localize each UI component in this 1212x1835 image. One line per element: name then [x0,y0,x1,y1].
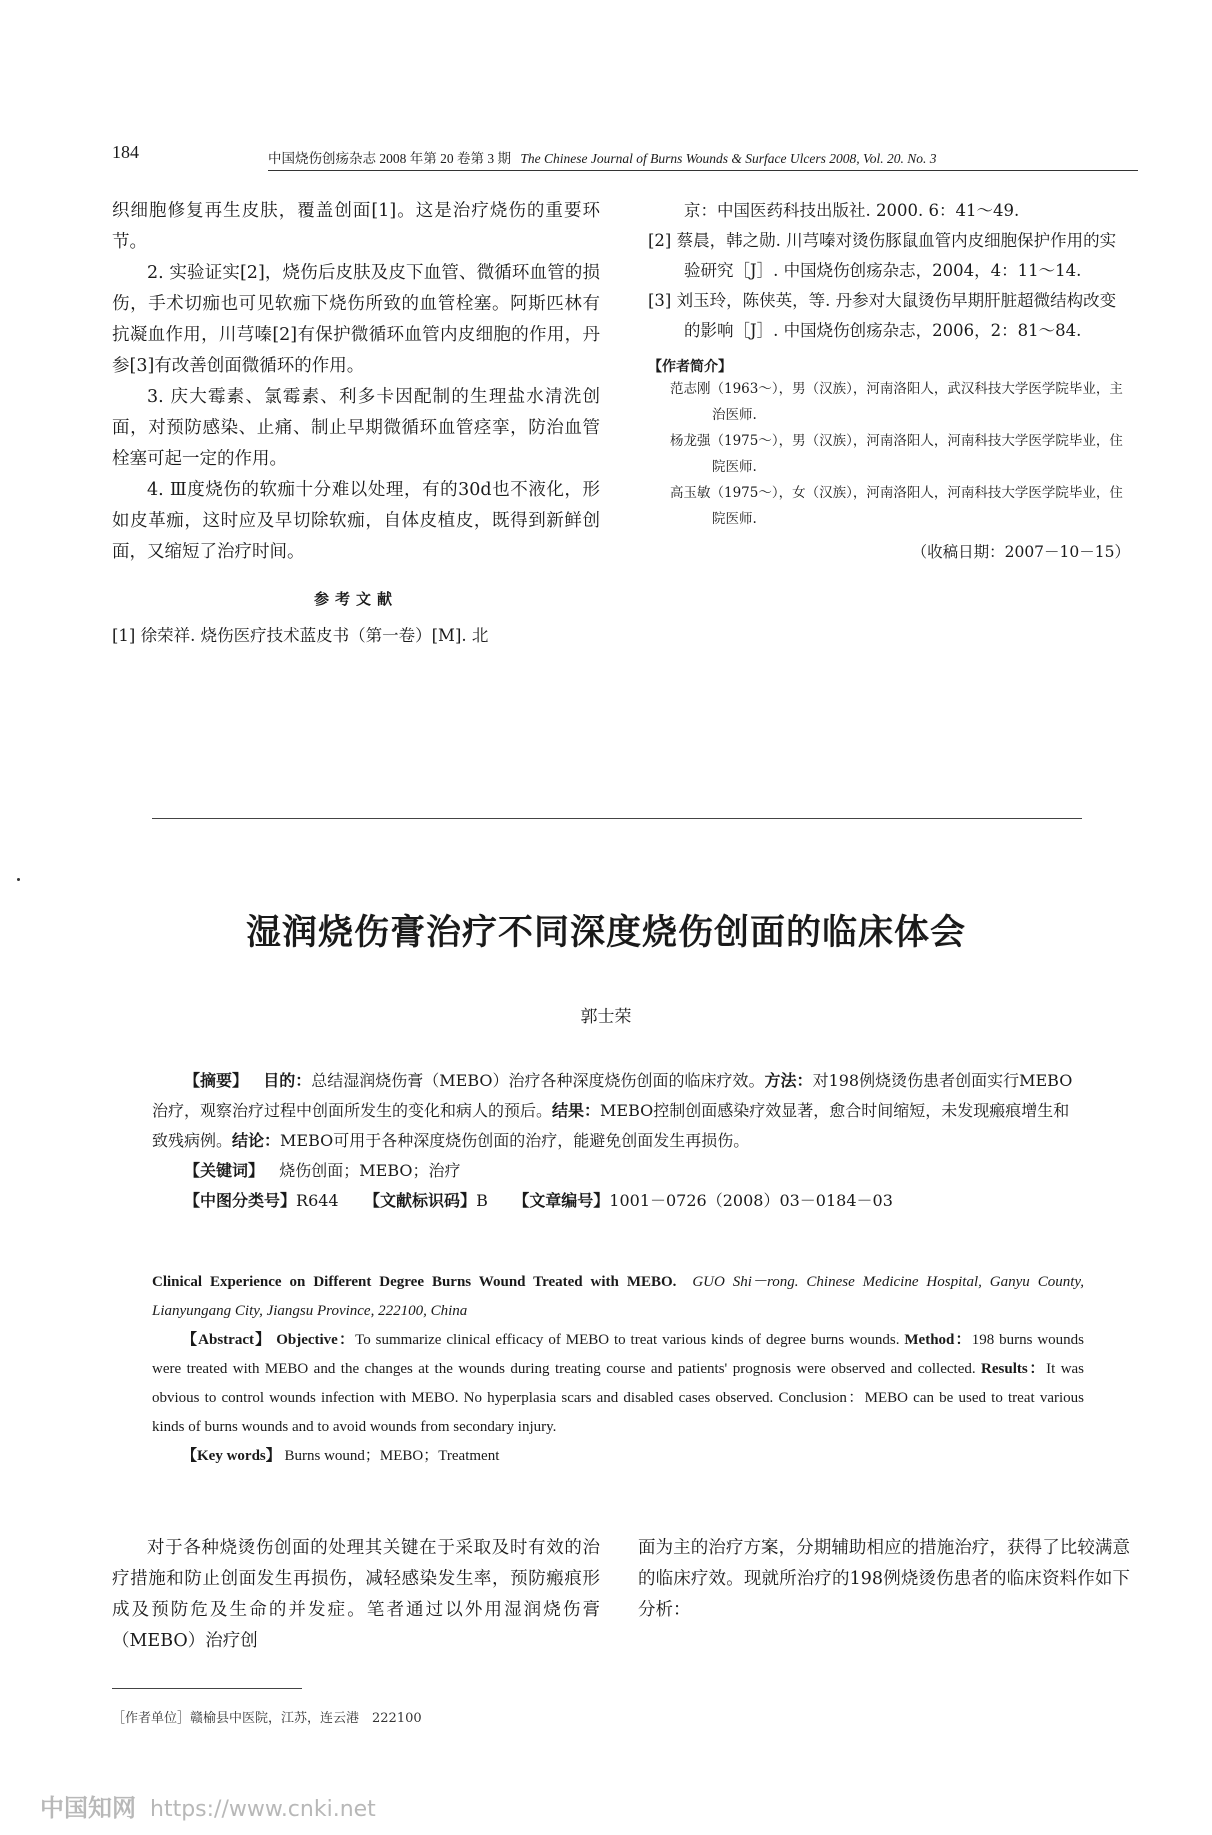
article-number-value: 1001－0726（2008）03－0184－03 [609,1191,893,1210]
clc-label: 【中图分类号】 [184,1191,297,1210]
cnki-watermark [40,1788,376,1823]
margin-dot [17,878,20,881]
reference-3: [3] 刘玉玲，陈侠英，等. 丹参对大鼠烫伤早期肝脏超微结构改变的影响［J］. 中国烧伤创疡杂志，2006，2：81～84. [648,291,1117,340]
keywords-label: 【关键词】 [184,1161,265,1180]
en-keywords-line [152,1442,1084,1471]
page-number: 184 [112,142,139,162]
article-title: 湿润烧伤膏治疗不同深度烧伤创面的临床体会 [245,913,966,953]
references-heading: 参考文献 [313,590,398,608]
en-title: Clinical Experience on Different Degree Burns Wound Treated with MEBO. [152,1274,677,1290]
en-keywords-label: 【Key words】 [182,1448,281,1464]
journal-title-en: The Chinese Journal of Burns Wounds & Surface Ulcers 2008, Vol. 20. No. 3 [520,151,937,166]
conclusion-label: 结论： [232,1131,281,1150]
en-method-text: 198 burns wounds were treated with MEBO and the changes at the wounds during treating course and patients' prognosis were observed and collected. [152,1332,1085,1377]
doc-code-label: 【文献标识码】 [364,1191,477,1210]
footnote-rule [112,1688,302,1689]
keywords-text: 烧伤创面；MEBO；治疗 [279,1161,461,1180]
classification-line [152,1186,1084,1216]
abstract-cn-paragraph [152,1066,1084,1156]
received-date: （收稿日期：2007－10－15） [911,543,1130,561]
en-objective-label: Objective： [276,1332,356,1348]
keywords-line [152,1156,1084,1186]
objective-label: 目的： [263,1071,312,1090]
en-method-label: Method： [904,1332,972,1348]
abstract-label: 【摘要】 [184,1071,249,1090]
method-text: 对198例烧烫伤患者创面实行MEBO治疗，观察治疗过程中创面所发生的变化和病人的预后。 [152,1071,1073,1120]
body-left-column [112,1533,600,1657]
body-paragraph-start: 对于各种烧烫伤创面的处理其关键在于采取及时有效的治疗措施和防止创面发生再损伤，减轻感染发生率，预防瘢痕形成及预防危及生命的并发症。笔者通过以外用湿润烧伤膏（MEBO）治疗创 [112,1538,600,1651]
doc-code-value: B [476,1191,488,1210]
author-bio-1: 范志刚（1963～），男（汉族），河南洛阳人，武汉科技大学医学院毕业，主治医师. [670,381,1123,423]
en-results-label: Results： [981,1361,1047,1377]
result-text: MEBO控制创面感染疗效显著，愈合时间缩短，未发现瘢痕增生和致残病例。 [152,1101,1070,1150]
abstract-cn [152,1066,1084,1216]
en-results-text: It was obvious to control wounds infection with MEBO. No hyperplasia scars and disabled cases observed. Conclusion：MEBO can be used to treat various kinds of burns wounds and to avoid wounds from secondary injury. [152,1361,1085,1435]
prev-article-right-column [648,196,1130,562]
abstract-en [152,1268,1084,1471]
journal-title-cn: 中国烧伤创疡杂志 2008 年第 20 卷第 3 期 [268,151,511,166]
author-bio-heading: 【作者简介】 [648,359,732,375]
result-label: 结果： [552,1101,601,1120]
conclusion-text: MEBO可用于各种深度烧伤创面的治疗，能避免创面发生再损伤。 [280,1131,750,1150]
en-keywords-text: Burns wound；MEBO；Treatment [284,1448,500,1464]
body-right-column [638,1533,1130,1626]
body-paragraph-continued: 面为主的治疗方案，分期辅助相应的措施治疗，获得了比较满意的临床疗效。现就所治疗的198例烧烫伤患者的临床资料作如下分析： [638,1538,1130,1620]
article-author: 郭士荣 [580,1007,632,1027]
en-title-line [152,1268,1084,1326]
method-label: 方法： [764,1071,813,1090]
en-author-affiliation: GUO Shi－rong. Chinese Medicine Hospital, Ganyu County, Lianyungang City, Jiangsu Province, 222100, China [152,1274,1084,1319]
author-affiliation-footnote: ［作者单位］赣榆县中医院，江苏，连云港 222100 [112,1711,422,1726]
prev-paragraph-1: 织细胞修复再生皮肤，覆盖创面[1]。这是治疗烧伤的重要环节。 [112,201,600,252]
section-divider [152,818,1082,819]
reference-1: [1] 徐荣祥. 烧伤医疗技术蓝皮书（第一卷）[M]. 北 [112,626,489,645]
reference-2: [2] 蔡晨，韩之勋. 川芎嗪对烫伤豚鼠血管内皮细胞保护作用的实验研究［J］. 中国烧伤创疡杂志，2004，4：11～14. [648,231,1117,280]
article-number-label: 【文章编号】 [513,1191,610,1210]
reference-1-continued: 京：中国医药科技出版社. 2000. 6：41～49. [684,201,1020,220]
en-abstract-label: 【Abstract】 [182,1332,272,1348]
author-bio-2: 杨龙强（1975～），男（汉族），河南洛阳人，河南科技大学医学院毕业，住院医师. [670,433,1123,475]
clc-value: R644 [296,1191,339,1210]
watermark-url: https://www.cnki.net [150,1797,376,1822]
prev-article-left-column [112,196,600,651]
prev-paragraph-3: 3. 庆大霉素、氯霉素、利多卡因配制的生理盐水清洗创面，对预防感染、止痛、制止早期微循环血管痉挛，防治血管栓塞可起一定的作用。 [112,387,600,469]
objective-text: 总结湿润烧伤膏（MEBO）治疗各种深度烧伤创面的临床疗效。 [311,1071,765,1090]
running-header [268,147,1138,171]
en-objective-text: To summarize clinical efficacy of MEBO to treat various kinds of degree burns wounds. [355,1332,900,1348]
prev-paragraph-2: 2. 实验证实[2]，烧伤后皮肤及皮下血管、微循环血管的损伤，手术切痂也可见软痂下烧伤所致的血管栓塞。阿斯匹林有抗凝血作用，川芎嗪[2]有保护微循环血管内皮细胞的作用，丹参[3]有改善创面微循环的作用。 [112,263,600,376]
prev-paragraph-4: 4. Ⅲ度烧伤的软痂十分难以处理，有的30d也不液化，形如皮革痂，这时应及早切除软痂，自体皮植皮，既得到新鲜创面，又缩短了治疗时间。 [112,480,600,562]
en-abstract-paragraph [152,1326,1084,1442]
author-bio-3: 高玉敏（1975～），女（汉族），河南洛阳人，河南科技大学医学院毕业，住院医师. [670,485,1123,527]
watermark-brand: 中国知网 [40,1794,136,1822]
